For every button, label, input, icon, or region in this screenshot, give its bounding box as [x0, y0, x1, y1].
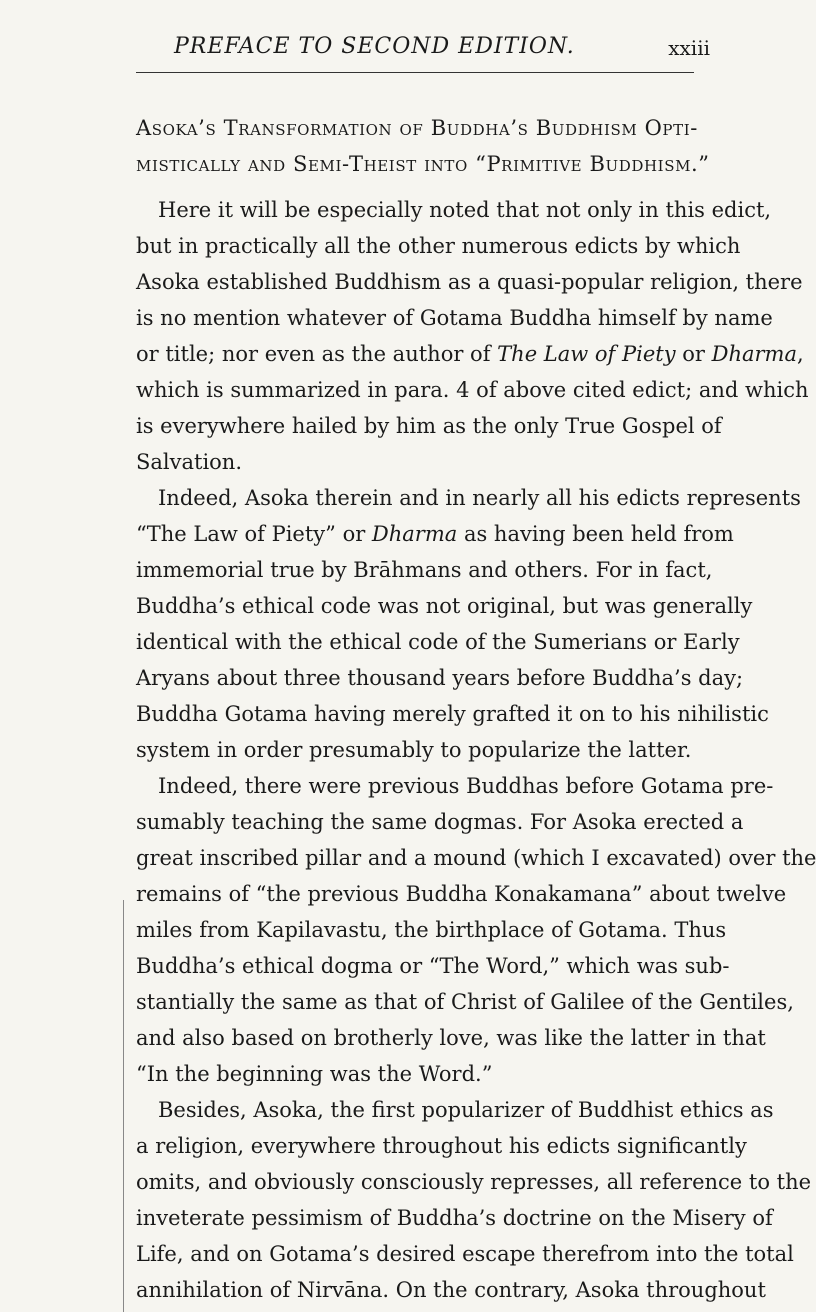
text-line: [136, 1164, 812, 1200]
text-segment: a religion, everywhere throughout his edicts significantly: [136, 1134, 747, 1158]
text-line: [136, 1200, 773, 1236]
paragraph: [136, 192, 809, 480]
running-title: PREFACE TO SECOND EDITION.: [174, 34, 575, 59]
body-text: [136, 192, 816, 1308]
text-segment: Buddha’s ethical code was not original, but was generally: [136, 594, 753, 618]
text-line: [136, 372, 809, 408]
text-line: [136, 1056, 696, 1092]
section-heading-line: mistically and Semi-Theist into “Primitive Buddhism.”: [136, 152, 710, 176]
text-segment: immemorial true by Brāhmans and others. For in fact,: [136, 558, 713, 582]
text-line: [136, 660, 744, 696]
text-segment: system in order presumably to popularize the latter.: [136, 738, 692, 762]
text-line: [136, 1092, 774, 1128]
text-line: [136, 732, 696, 768]
text-segment: Asoka established Buddhism as a quasi-popular religion, there: [136, 270, 803, 294]
text-line: [136, 768, 774, 804]
section-heading: [136, 110, 710, 182]
text-line: [136, 840, 816, 876]
text-segment: ,: [796, 342, 804, 366]
text-segment: stantially the same as that of Christ of Galilee of the Gentiles,: [136, 990, 794, 1014]
text-segment: Aryans about three thousand years before Buddha’s day;: [136, 666, 744, 690]
text-line: [136, 1128, 747, 1164]
text-segment: Buddha’s ethical dogma or “The Word,” which was sub-: [136, 954, 730, 978]
text-segment: inveterate pessimism of Buddha’s doctrine on the Misery of: [136, 1206, 773, 1230]
text-line: [136, 1272, 766, 1308]
section-heading-line: Asoka’s Transformation of Buddha’s Buddhism Opti-: [136, 116, 698, 140]
text-segment: “The Law of Piety” or: [136, 522, 372, 546]
text-segment: but in practically all the other numerous edicts by which: [136, 234, 741, 258]
paragraph: [136, 768, 816, 1092]
text-segment: Buddha Gotama having merely grafted it on to his nihilistic: [136, 702, 769, 726]
text-line: [136, 1020, 766, 1056]
italic-title: The Law of Piety: [497, 342, 676, 366]
text-line: [136, 696, 769, 732]
text-segment: or: [675, 342, 712, 366]
text-segment: Indeed, Asoka therein and in nearly all his edicts represents: [158, 486, 801, 510]
text-line: [136, 552, 713, 588]
text-segment: identical with the ethical code of the Sumerians or Early: [136, 630, 740, 654]
text-segment: Indeed, there were previous Buddhas before Gotama pre-: [158, 774, 774, 798]
text-segment: Besides, Asoka, the first popularizer of Buddhist ethics as: [158, 1098, 774, 1122]
paragraph: [136, 1092, 812, 1308]
text-line: [136, 912, 727, 948]
text-segment: which is summarized in para. 4 of above cited edict; and which: [136, 378, 809, 402]
margin-scan-line: [123, 900, 124, 1312]
text-segment: remains of “the previous Buddha Konakamana” about twelve: [136, 882, 787, 906]
text-segment: and also based on brotherly love, was like the latter in that: [136, 1026, 766, 1050]
text-line: [136, 264, 803, 300]
text-line: [136, 588, 753, 624]
text-line: [136, 444, 696, 480]
text-line: [136, 984, 794, 1020]
text-line: [136, 948, 730, 984]
text-line: [136, 876, 787, 912]
italic-title: Dharma: [711, 342, 797, 366]
text-line: [136, 192, 772, 228]
text-segment: is no mention whatever of Gotama Buddha himself by name: [136, 306, 773, 330]
text-line: [136, 408, 722, 444]
text-line: [136, 1236, 794, 1272]
text-segment: Salvation.: [136, 450, 243, 474]
text-segment: is everywhere hailed by him as the only True Gospel of: [136, 414, 722, 438]
text-segment: Here it will be especially noted that not only in this edict,: [158, 198, 772, 222]
text-segment: annihilation of Nirvāna. On the contrary, Asoka throughout: [136, 1278, 766, 1302]
text-line: [136, 804, 744, 840]
text-segment: sumably teaching the same dogmas. For Asoka erected a: [136, 810, 744, 834]
text-segment: as having been held from: [457, 522, 734, 546]
page-number: xxiii: [668, 36, 710, 60]
text-segment: omits, and obviously consciously represses, all reference to the: [136, 1170, 812, 1194]
paragraph: [136, 480, 801, 768]
running-head: [136, 28, 710, 68]
text-line: [136, 300, 773, 336]
text-line: [136, 516, 734, 552]
text-segment: Life, and on Gotama’s desired escape therefrom into the total: [136, 1242, 794, 1266]
text-segment: or title; nor even as the author of: [136, 342, 498, 366]
text-line: [136, 336, 804, 372]
text-line: [136, 624, 740, 660]
text-line: [136, 228, 741, 264]
text-segment: “In the beginning was the Word.”: [136, 1062, 493, 1086]
text-segment: great inscribed pillar and a mound (which I excavated) over the: [136, 846, 816, 870]
text-line: [136, 480, 801, 516]
italic-title: Dharma: [371, 522, 458, 546]
header-rule: [136, 72, 694, 73]
text-segment: miles from Kapilavastu, the birthplace of Gotama. Thus: [136, 918, 727, 942]
